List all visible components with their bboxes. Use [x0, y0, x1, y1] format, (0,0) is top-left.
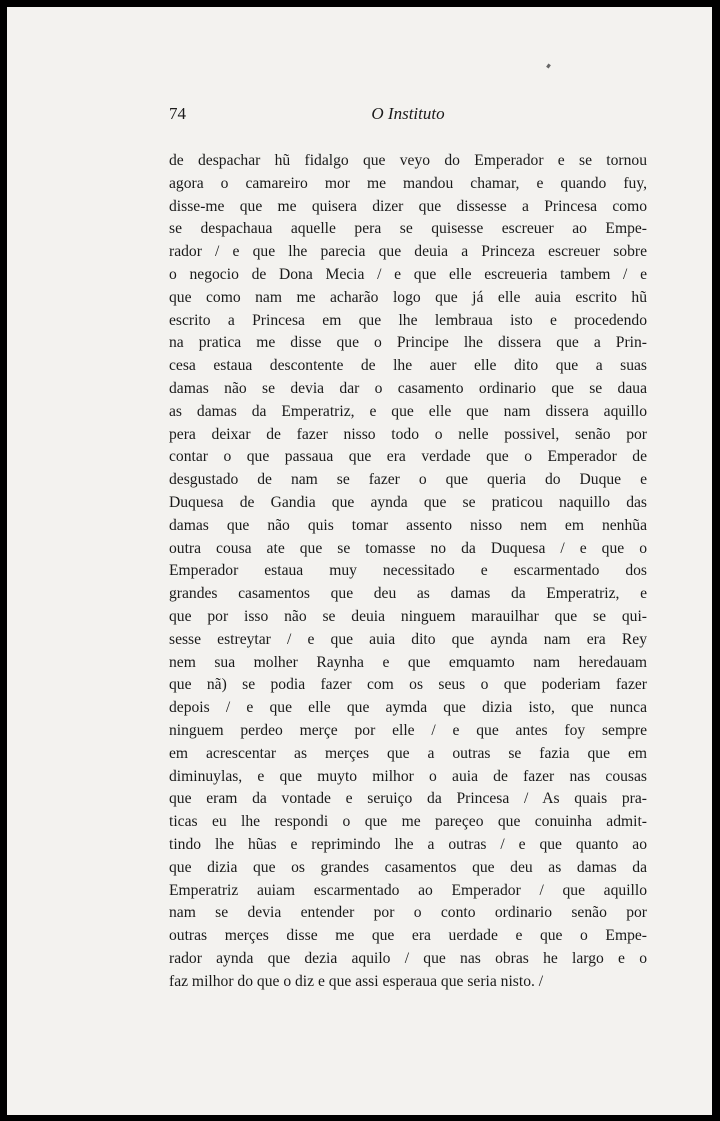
- text-line: contar o que passaua que era verdade que o Emperador de: [169, 448, 647, 466]
- text-line: disse-me que me quisera dizer que dissesse a Princesa como: [169, 197, 647, 215]
- text-line: outra cousa ate que se tomasse no da Duquesa / e que o: [169, 539, 647, 557]
- running-title: O Instituto: [371, 104, 445, 123]
- text-line: que eram da vontade e seruiço da Princesa / As quais pra-: [169, 790, 647, 808]
- text-line: o negocio de Dona Mecia / e que elle escreueria tambem / e: [169, 265, 647, 283]
- text-line: ticas eu lhe respondi o que me pareçeo que conuinha admit-: [169, 813, 647, 831]
- text-line: nem sua molher Raynha e que emquamto nam heredauam: [169, 653, 647, 671]
- text-line: depois / e que elle que aymda que dizia isto, que nunca: [169, 699, 647, 717]
- text-line: que dizia que os grandes casamentos que deu as damas da: [169, 858, 647, 876]
- page-number: 74: [169, 104, 186, 123]
- text-line: que por isso não se deuia ninguem marauilhar que se qui-: [169, 607, 647, 625]
- text-line: damas que não quis tomar assento nisso nem em nenhũa: [169, 516, 647, 534]
- text-line: outras merçes disse me que era uerdade e que o Empe-: [169, 927, 647, 945]
- text-line: diminuylas, e que muyto milhor o auia de fazer nas cousas: [169, 767, 647, 785]
- text-line: rador / e que lhe parecia que deuia a Princeza escreuer sobre: [169, 243, 647, 261]
- text-line: se despachaua aquelle pera se quisesse escreuer ao Empe-: [169, 220, 647, 238]
- book-page: [7, 7, 712, 1115]
- page-header: [169, 104, 647, 126]
- text-line: rador aynda que dezia aquilo / que nas obras he largo e o: [169, 949, 647, 967]
- text-line: que nã) se podia fazer com os seus o que poderiam fazer: [169, 676, 647, 694]
- text-line: em acrescentar as merçes que a outras se fazia que em: [169, 744, 647, 762]
- text-line: Duquesa de Gandia que aynda que se praticou naquillo das: [169, 493, 647, 511]
- text-line: escrito a Princesa em que lhe lembraua isto e procedendo: [169, 311, 647, 329]
- text-line: Emperatriz auiam escarmentado ao Emperador / que aquillo: [169, 881, 647, 899]
- text-line: cesa estaua descontente de lhe auer elle dito que a suas: [169, 357, 647, 375]
- text-line: damas não se devia dar o casamento ordinario que se daua: [169, 379, 647, 397]
- text-line: na pratica me disse que o Principe lhe dissera que a Prin-: [169, 334, 647, 352]
- text-line: de despachar hũ fidalgo que veyo do Emperador e se tornou: [169, 152, 647, 169]
- text-line: grandes casamentos que deu as damas da Emperatriz, e: [169, 585, 647, 603]
- text-line: sesse estreytar / e que auia dito que aynda nam era Rey: [169, 630, 647, 648]
- text-line: tindo lhe hũas e reprimindo lhe a outras / e que quanto ao: [169, 835, 647, 853]
- text-line: faz milhor do que o diz e que assi esperaua que seria nisto. /: [169, 972, 544, 990]
- text-line: ninguem perdeo merçe por elle / e que antes foy sempre: [169, 721, 647, 739]
- text-line: agora o camareiro mor me mandou chamar, e quando fuy,: [169, 174, 647, 192]
- text-line: desgustado de nam se fazer o que queria do Duque e: [169, 471, 647, 489]
- ink-speck: [546, 64, 551, 69]
- body-text: [169, 150, 647, 993]
- text-line: que como nam me acharão logo que já elle auia escrito hũ: [169, 288, 647, 306]
- text-line: nam se devia entender por o conto ordinario senão por: [169, 904, 647, 922]
- text-line: Emperador estaua muy necessitado e escarmentado dos: [169, 562, 647, 580]
- text-line: as damas da Emperatriz, e que elle que nam dissera aquillo: [169, 402, 647, 420]
- text-line: pera deixar de fazer nisso todo o nelle possivel, senão por: [169, 425, 647, 443]
